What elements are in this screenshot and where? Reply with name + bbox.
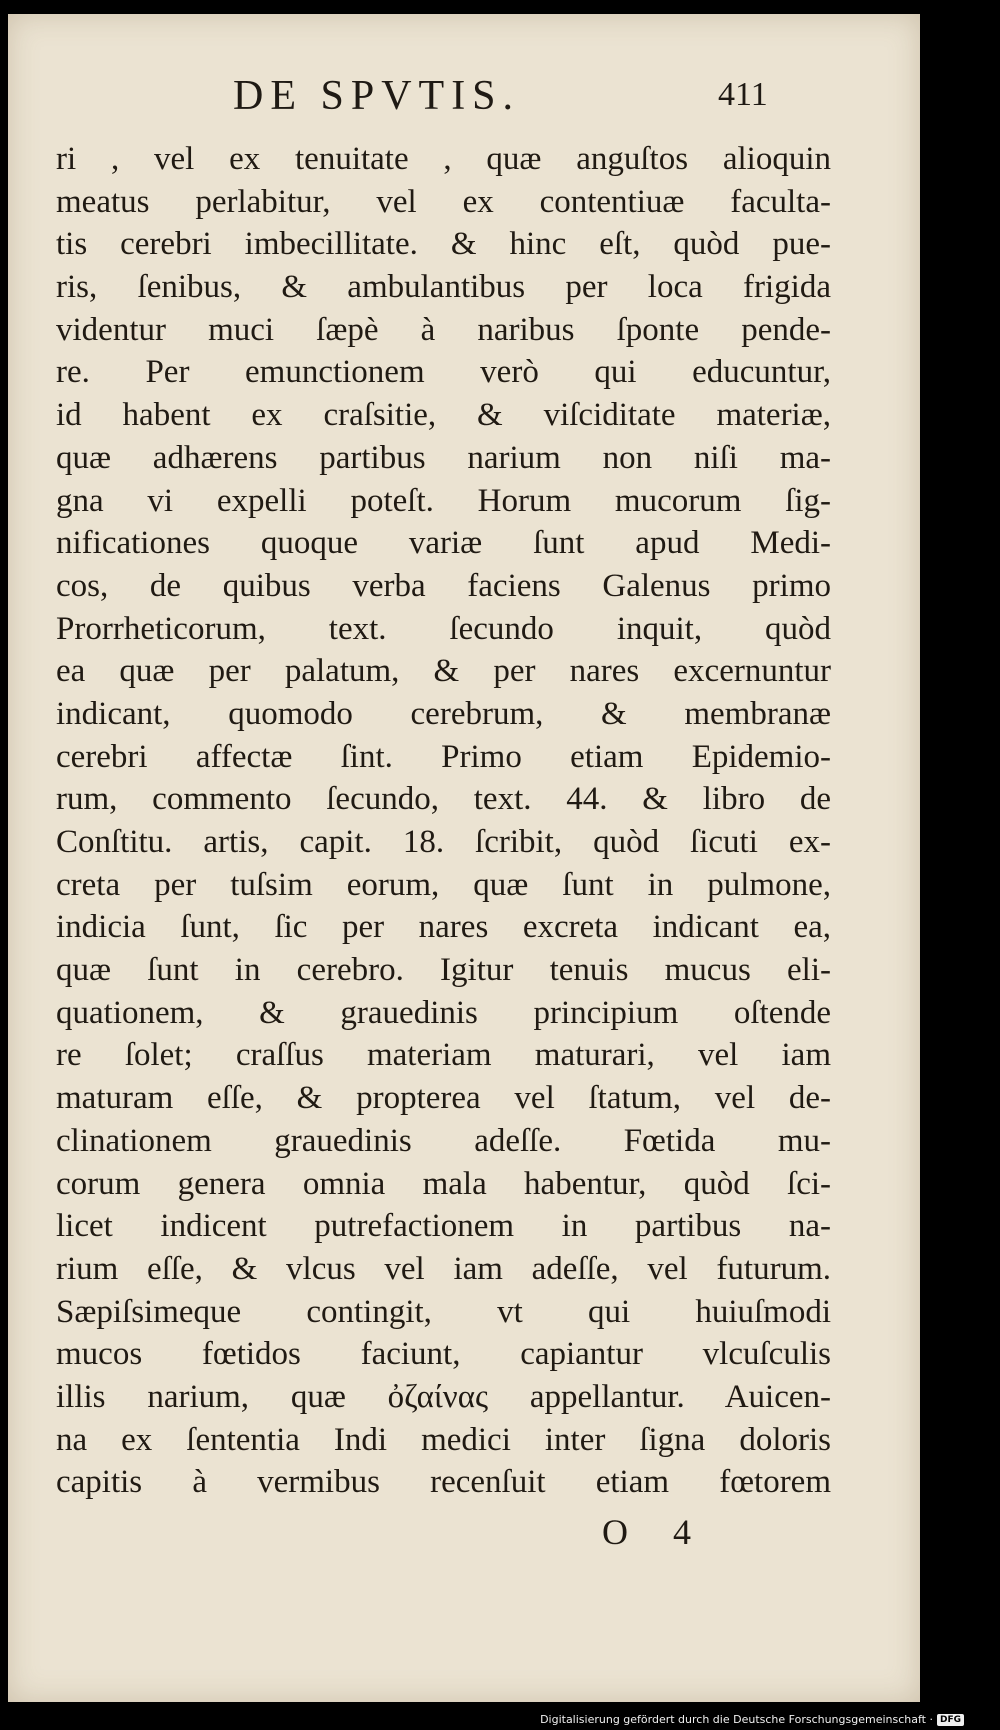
text-line: ea quæ per palatum, & per nares excernuntur (56, 653, 831, 690)
page-number: 411 (718, 76, 768, 113)
signature-mark: O 4 (602, 1512, 709, 1552)
page-header (8, 72, 920, 132)
text-line: capitis à vermibus recenſuit etiam fœtorem (56, 1464, 831, 1501)
text-line: meatus perlabitur, vel ex contentiuæ faculta- (56, 183, 831, 220)
text-line: ris, ſenibus, & ambulantibus per loca frigida (56, 269, 831, 306)
text-line: cerebri affectæ ſint. Primo etiam Epidemio- (56, 738, 831, 775)
running-head: DE SPVTIS. (233, 73, 521, 119)
text-line: quæ adhærens partibus narium non niſi ma- (56, 439, 831, 476)
text-line: illis narium, quæ ὀζαίνας appellantur. Auicen- (56, 1378, 831, 1415)
book-page (8, 14, 920, 1702)
text-line: indicia ſunt, ſic per nares excreta indicant ea, (56, 909, 831, 946)
text-line: tis cerebri imbecillitate. & hinc eſt, quòd pue- (56, 226, 831, 263)
text-line: clinationem grauedinis adeſſe. Fœtida mu- (56, 1122, 831, 1159)
text-line: corum genera omnia mala habentur, quòd ſci- (56, 1165, 831, 1202)
text-line: indicant, quomodo cerebrum, & membranæ (56, 695, 831, 732)
text-line: maturam eſſe, & propterea vel ſtatum, vel de- (56, 1080, 831, 1117)
text-line: gna vi expelli poteſt. Horum mucorum ſig- (56, 482, 831, 519)
text-line: rium eſſe, & vlcus vel iam adeſſe, vel futurum. (56, 1250, 831, 1287)
digitization-credit (540, 1713, 964, 1726)
text-line: ri , vel ex tenuitate , quæ anguſtos alioquin (56, 141, 831, 177)
text-line: re. Per emunctionem verò qui educuntur, (56, 354, 831, 391)
text-line: Conſtitu. artis, capit. 18. ſcribit, quòd ſicuti ex- (56, 824, 831, 860)
text-line: cos, de quibus verba faciens Galenus primo (56, 567, 831, 604)
text-line: Sæpiſsimeque contingit, vt qui huiuſmodi (56, 1293, 831, 1330)
body-text (56, 138, 831, 1504)
text-line: re ſolet; craſſus materiam maturari, vel iam (56, 1037, 831, 1074)
text-line: creta per tuſsim eorum, quæ ſunt in pulmone, (56, 866, 831, 903)
text-line: rum, commento ſecundo, text. 44. & libro de (56, 781, 831, 818)
text-line: licet indicent putrefactionem in partibus na- (56, 1208, 831, 1245)
text-line: Prorrheticorum, text. ſecundo inquit, quòd (56, 610, 831, 647)
text-line: nificationes quoque variæ ſunt apud Medi- (56, 525, 831, 562)
dfg-logo-icon: DFG (937, 1714, 964, 1726)
text-line: quationem, & grauedinis principium oſtende (56, 994, 831, 1031)
text-line: id habent ex craſsitie, & viſciditate materiæ, (56, 397, 831, 434)
credit-text: Digitalisierung gefördert durch die Deutsche Forschungsgemeinschaft · (540, 1713, 933, 1726)
text-line: quæ ſunt in cerebro. Igitur tenuis mucus eli- (56, 952, 831, 989)
text-line: na ex ſententia Indi medici inter ſigna doloris (56, 1421, 831, 1458)
text-line: mucos fœtidos faciunt, capiantur vlcuſculis (56, 1336, 831, 1373)
text-line: videntur muci ſæpè à naribus ſponte pende- (56, 311, 831, 348)
